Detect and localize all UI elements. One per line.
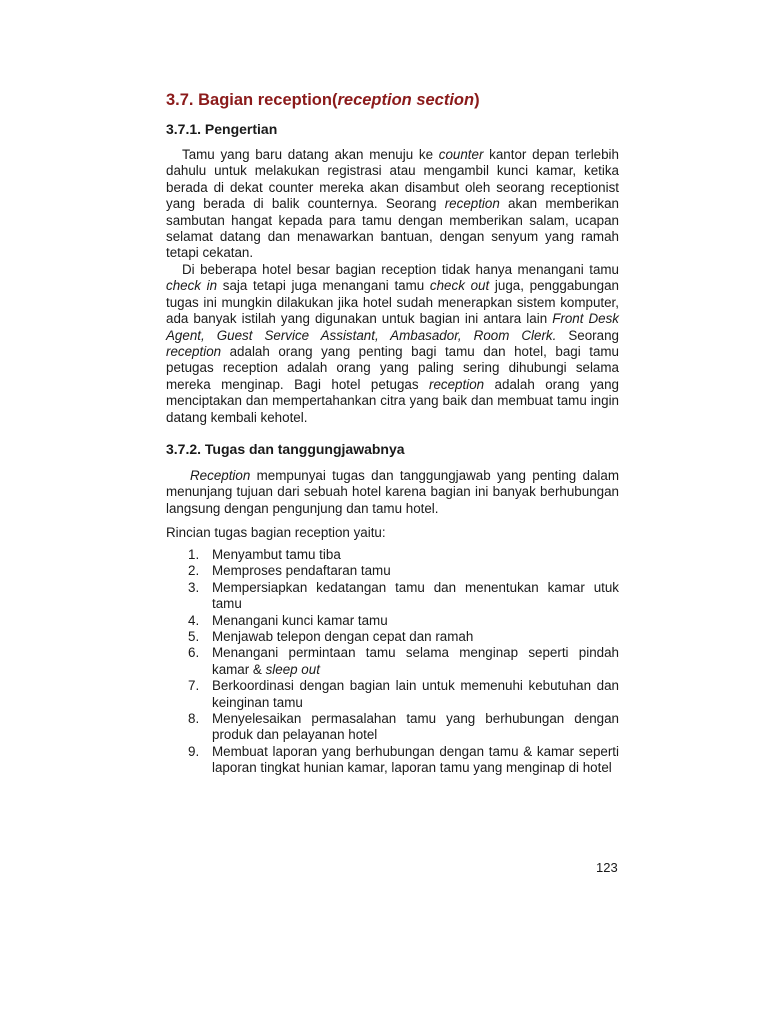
task-text: Memproses pendaftaran tamu — [212, 563, 391, 579]
italic-term: reception — [444, 196, 500, 212]
italic-term: check in — [166, 278, 218, 294]
task-list — [166, 547, 619, 777]
paragraph-pengertian-2: Di beberapa hotel besar bagian reception tidak hanya menangani tamu check in saja tetapi juga menangani tamu check out juga, penggabungan tugas ini mungkin dilakukan jika hotel sudah menerapkan sistem komputer, ada banyak istilah yang digunakan untuk bagian ini antara lain Front Desk Agent, Guest Service Assistant, Ambasador, Room Clerk. Seorang reception adalah orang yang penting bagi tamu dan hotel, bagi tamu petugas reception adalah orang yang paling sering dihubungi selama mereka menginap. Bagi hotel petugas reception adalah orang yang menciptakan dan mempertahankan citra yang baik dan membuat tamu ingin datang kembali kehotel. — [166, 262, 619, 425]
task-list-item — [166, 744, 619, 777]
task-text: Menangani permintaan tamu selama menginap seperti pindah kamar & sleep out — [212, 645, 619, 677]
italic-term: Reception — [190, 468, 251, 483]
italic-term: sleep out — [265, 661, 320, 677]
task-list-item — [166, 711, 619, 744]
italic-term: Front Desk Agent, Guest Service Assistant, Ambasador, Room Clerk. — [166, 311, 619, 343]
task-number: 6. — [188, 645, 200, 661]
task-number: 4. — [188, 612, 200, 628]
paragraph-tugas-1: Reception mempunyai tugas dan tanggungjawab yang penting dalam menunjang tujuan dari sebuah hotel karena bagian ini banyak berhubungan langsung dengan pengunjung dan tamu hotel. — [166, 468, 619, 516]
task-list-item — [166, 629, 619, 645]
italic-term: reception — [429, 376, 485, 392]
task-number: 8. — [188, 711, 200, 727]
task-text: Menjawab telepon dengan cepat dan ramah — [212, 629, 474, 645]
task-list-item — [166, 678, 619, 711]
section-title: 3.7. Bagian reception(reception section) — [166, 91, 480, 109]
italic-term: check out — [429, 278, 490, 294]
task-list-item — [166, 580, 619, 613]
task-text: Menangani kunci kamar tamu — [212, 612, 388, 628]
task-text: Menyelesaikan permasalahan tamu yang berhubungan dengan produk dan pelayanan hotel — [212, 711, 619, 743]
task-text: Berkoordinasi dengan bagian lain untuk memenuhi kebutuhan dan keinginan tamu — [212, 678, 619, 710]
subsection-heading-pengertian: 3.7.1. Pengertian — [166, 121, 278, 137]
task-list-item — [166, 563, 619, 579]
task-number: 1. — [188, 547, 200, 562]
task-text: Mempersiapkan kedatangan tamu dan menentukan kamar utuk tamu — [212, 579, 619, 612]
subsection-heading-tugas: 3.7.2. Tugas dan tanggungjawabnya — [166, 441, 405, 457]
task-number: 3. — [188, 579, 200, 595]
task-text: Membuat laporan yang berhubungan dengan tamu & kamar seperti laporan tingkat hunian kamar, laporan tamu yang menginap di hotel — [212, 743, 619, 776]
italic-term: counter — [438, 147, 484, 162]
italic-term: reception — [166, 344, 222, 360]
task-list-item — [166, 645, 619, 678]
task-list-item — [166, 613, 619, 629]
page-number: 123 — [596, 860, 618, 875]
paragraph-pengertian-1: Tamu yang baru datang akan menuju ke counter kantor depan terlebih dahulu untuk melakukan registrasi atau mengambil kunci kamar, ketika berada di dekat counter mereka akan disambut oleh seorang receptionist yang berada di balik counternya. Seorang reception akan memberikan sambutan hangat kepada para tamu dengan memberikan salam, ucapan selamat datang dan menawarkan bantuan, dengan senyum yang ramah tetapi cekatan. — [166, 147, 619, 261]
task-number: 5. — [188, 629, 200, 645]
task-number: 7. — [188, 678, 200, 694]
task-list-intro: Rincian tugas bagian reception yaitu: — [166, 525, 386, 540]
task-list-item — [166, 547, 619, 563]
task-text: Menyambut tamu tiba — [212, 547, 341, 562]
task-number: 2. — [188, 563, 200, 579]
task-number: 9. — [188, 743, 200, 759]
